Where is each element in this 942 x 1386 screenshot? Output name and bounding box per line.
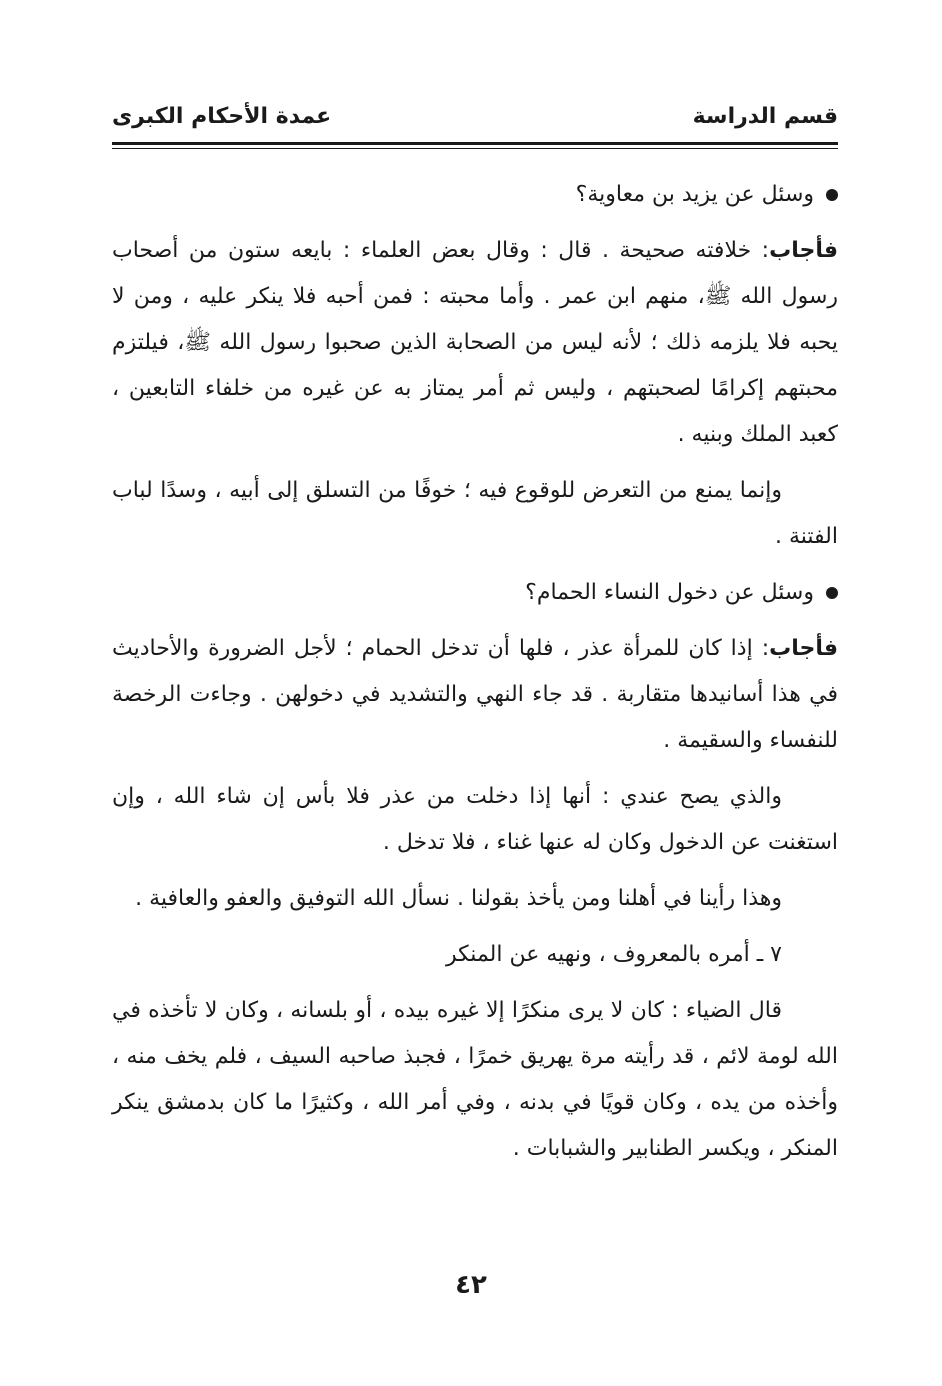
body-paragraph bbox=[112, 774, 838, 866]
book-title: عمدة الأحكام الكبرى bbox=[112, 104, 332, 129]
paragraph-text: ٧ ـ أمره بالمعروف ، ونهيه عن المنكر bbox=[446, 942, 782, 967]
paragraph-text: وسئل عن دخول النساء الحمام؟ bbox=[525, 580, 814, 605]
section-title: قسم الدراسة bbox=[692, 104, 838, 129]
page-header bbox=[112, 104, 838, 140]
page-number: ٤٢ bbox=[455, 1270, 487, 1300]
page-body bbox=[112, 172, 838, 1182]
answer-lead: فأجاب bbox=[769, 238, 838, 263]
section-heading bbox=[112, 932, 838, 978]
body-paragraph bbox=[112, 468, 838, 560]
answer-paragraph bbox=[112, 228, 838, 458]
body-paragraph bbox=[112, 876, 838, 922]
paragraph-text: وإنما يمنع من التعرض للوقوع فيه ؛ خوفًا من التسلق إلى أبيه ، وسدًا لباب الفتنة . bbox=[112, 478, 838, 549]
answer-paragraph bbox=[112, 626, 838, 764]
paragraph-text: : خلافته صحيحة . قال : وقال بعض العلماء : بايعه ستون من أصحاب رسول الله ﷺ، منهم ابن عمر . وأما محبته : فمن أحبه فلا ينكر عليه ، ومن لا يحبه فلا يلزمه ذلك ؛ لأنه ليس من الصحابة الذين صحبوا رسول الله ﷺ، فيلتزم محبتهم إكرامًا لصحبتهم ، وليس ثم أمر يمتاز به عن غيره من خلفاء التابعين ، كعبد الملك وبنيه . bbox=[112, 238, 838, 447]
answer-lead: فأجاب bbox=[769, 636, 838, 661]
paragraph-text: : إذا كان للمرأة عذر ، فلها أن تدخل الحمام ؛ لأجل الضرورة والأحاديث في هذا أسانيدها متقاربة . قد جاء النهي والتشديد في دخولهن . وجاءت الرخصة للنفساء والسقيمة . bbox=[112, 636, 838, 753]
question-paragraph bbox=[112, 570, 838, 616]
paragraph-text: وسئل عن يزيد بن معاوية؟ bbox=[575, 182, 814, 207]
paragraph-text: والذي يصح عندي : أنها إذا دخلت من عذر فلا بأس إن شاء الله ، وإن استغنت عن الدخول وكان له عنها غناء ، فلا تدخل . bbox=[112, 784, 838, 855]
header-rule-thin bbox=[112, 148, 838, 149]
question-paragraph bbox=[112, 172, 838, 218]
paragraph-text: قال الضياء : كان لا يرى منكرًا إلا غيره بيده ، أو بلسانه ، وكان لا تأخذه في الله لومة لائم ، قد رأيته مرة يهريق خمرًا ، فجبذ صاحبه السيف ، فلم يخف منه ، وأخذه من يده ، وكان قويًا في بدنه ، وفي أمر الله ، وكثيرًا ما كان بدمشق ينكر المنكر ، ويكسر الطنابير والشبابات . bbox=[112, 998, 838, 1161]
paragraph-text: وهذا رأينا في أهلنا ومن يأخذ بقولنا . نسأل الله التوفيق والعفو والعافية . bbox=[135, 886, 782, 911]
bullet-icon bbox=[826, 587, 838, 599]
body-paragraph bbox=[112, 988, 838, 1172]
header-rule bbox=[112, 142, 838, 145]
bullet-icon bbox=[826, 189, 838, 201]
